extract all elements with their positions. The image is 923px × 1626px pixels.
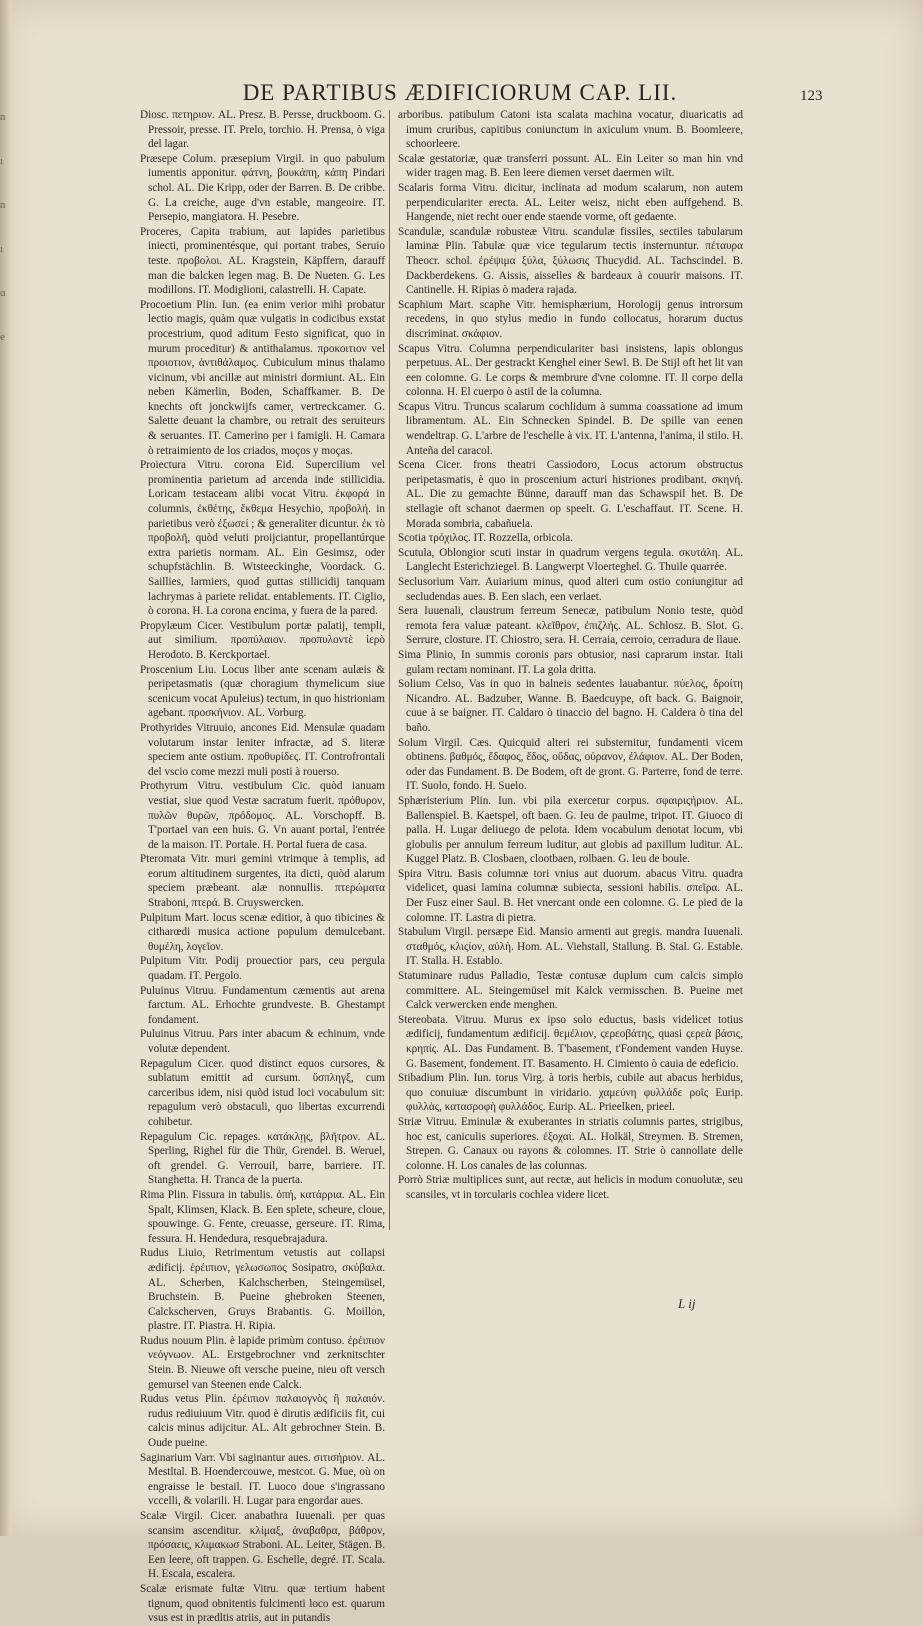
margin-mark: ɑ — [0, 287, 6, 299]
dictionary-entry: Procoetium Plin. Iun. (ea enim verior mihi probatur lectio magis, quàm quæ vulgatis in codicibus exstat procestrium, quod aditum Festo significat, quo in murum proceditur) & antithalamus. προκοιτιον vel προιοτιον, ἀντιθάλαμος. Cubiculum minus thalamo vicinum, vbi ancillæ aut ministri dormiunt. AL. Ein neben Kämerlin, Boden, Schaffkamer. B. De knechts oft jonckwijfs camer, vertreckcamer. G. Salette deuant la chambre, ou retrait des seruiteurs & seruantes. IT. Camerino per i famigli. H. Camara ò retraimiento de los criados, moços y moças. — [140, 298, 385, 457]
dictionary-entry: Scotia τρόχιλος. IT. Rozzella, orbicola. — [398, 532, 573, 545]
dictionary-entry: Puluinus Vitruu. Fundamentum cæmentis aut arena farctum. AL. Erhochte grundveste. B. Ghestampt fondament. — [140, 984, 385, 1026]
dictionary-entry: Prothyrides Vitruuio, ancones Eid. Mensulæ quadam volutarum instar leniter infractæ, ad S. literæ speciem ante ostium. προθυρίδες. IT. Controfrontali del vscio come mezzi muli posti à rouerso. — [140, 721, 385, 778]
dictionary-entry: Propylæum Cicer. Vestibulum portæ palatij, templi, aut similium. προπύλαιον. προπυλοντὲ ἱερὸ Herodoto. B. Kerckportael. — [140, 619, 385, 661]
dictionary-entry: Spira Vitru. Basis columnæ tori vnius aut duorum. abacus Vitru. quadra videlicet, quasi lamina columnæ subiecta, sessioni habilis. σπεῖρα. AL. Der Fusz einer Saul. B. Het vnercant onde een colomne. G. Le pied de la colomne. IT. Lastra di pietra. — [398, 867, 743, 924]
dictionary-entry: Solium Celso, Vas in quo in balneis sedentes lauabantur. πύελος, δροίτη Nicandro. AL. Badzuber, Wanne. B. Baedcuype, oft back. G. Baignoir, cuue à se baigner. IT. Caldaro ò tinaccio del bagno. H. Caldera ò tina del baño. — [398, 678, 743, 734]
margin-mark: n — [0, 199, 6, 211]
margin-mark: ı — [0, 155, 4, 167]
dictionary-entry: Præsepe Colum. præsepium Virgil. in quo pabulum iumentis apponitur. φάτνη, βουκάπη, κάπη Pindari schol. AL. Die Kripp, oder der Barren. B. De cribbe. G. La creiche, auge d'vn estable, mangeoire. IT. Persepio, mangiatora. H. Pesebre. — [140, 152, 385, 224]
dictionary-entry: Proiectura Vitru. corona Eid. Supercilium vel prominentia parietum ad arcenda inde stillicidia. Loricam testaceam alibi vocat Vitru. ἐκφορά in columnis, ἐκθέτης, ἔκθεμα Hesychio, προβολή. in parietibus verò ἐξωσεί ; & generaliter dicuntur. ἐκ τὸ προβολῆ, quòd veluti proijciantur, propellantúrque extra parietis normam. AL. Ein Gesimsz, oder schupfstächlin. B. Wtsteeckinghe, Voordack. G. Saillies, larmiers, quod guttas stillicidij tanquam lachrymas à pariete relidat. entablements. IT. Ciglio, ò corona. H. La corona encima, y fuera de la pared. — [140, 459, 385, 618]
dictionary-entry: Seclusorium Varr. Auiarium minus, quod alteri cum ostio coniungitur ad secludendas aues. B. Een slach, een verlaet. — [398, 576, 743, 603]
dictionary-entry: Pteromata Vitr. muri gemini vtrimque à templis, ad eorum altitudinem surgentes, ita dicti, quòd alarum speciem præbeant. alæ nonnullis. πτερώματα Straboni, πτερά. B. Cruyswercken. — [140, 853, 385, 910]
dictionary-entry: Scapus Vitru. Columna perpendiculariter basi insistens, lapis oblongus perpetuus. AL. Der gestrackt Kenghel einer Sewl. B. De Stijl oft het lit van een colomne. G. Le corps & membrure d'vne colomne. IT. Il corpo della colonna. H. El cuerpo ò astil de la columna. — [398, 342, 743, 399]
margin-mark: n — [0, 111, 6, 123]
dictionary-entry: Rudus Liuio, Retrimentum vetustis aut collapsi ædificij. ἐρέιπιον, γελωσωπος Sosipatro, σκύβαλα. AL. Scherben, Kalchscherben, Steingemüsel, Bruchstein. B. Pueine ghebroken Steenen, Calckscherven, Gruys Brabantis. G. Moillon, plastre. IT. Piastra. H. Ripia. — [140, 1247, 385, 1333]
dictionary-entry: Rudus vetus Plin. ἐρέιπιον παλαιογνὸς ἢ παλαιόν. rudus rediuiuum Vitr. quod è dirutis ædificiis fit, cui calcis minus adijcitur. AL. Alt gebrochner Stein. B. Oude pueine. — [140, 1393, 385, 1450]
dictionary-entry: Diosc. πετηριον. AL. Presz. B. Persse, druckboom. G. Pressoir, presse. IT. Prelo, torchio. H. Prensa, ò viga del lagar. — [140, 109, 385, 151]
dictionary-entry: Solum Virgil. Cæs. Quicquid alteri rei substernitur, fundamenti vicem obtinens. βαθμός, ἕδαφος, ἕδος, οὔδας, οὐρανον, ἐλάφιον. AL. Der Boden, oder das Fundament. B. De Bodem, oft de gront. G. Parterre, fond de terre. IT. Suolo, fondo. H. Suelo. — [398, 736, 743, 793]
dictionary-entry: Scena Cicer. frons theatri Cassiodoro, Locus actorum obstructus peripetasmatis, è quo in proscenium acturi histriones prodibant. σκηνή. AL. Die zu gemachte Bünne, darauff man das Schawspil het. B. De stellagie oft schanot daermen op speelt. G. L'eschaffaut. IT. Scene. H. Morada sombria, cabañuela. — [398, 459, 743, 530]
dictionary-entry: Proceres, Capita trabium, aut lapides parietibus iniecti, prominentésque, qui portant trabes, Seruio teste. προβολοι. AL. Kragstein, Käpffern, darauff man die balcken legen mag. B. De Nueten. G. Les modillons. IT. Modiglioni, calastrelli. H. Capate. — [140, 225, 385, 297]
dictionary-entry: Porrò Striæ multiplices sunt, aut rectæ, aut helicis in modum conuolutæ, seu scansiles, vt in torcularis cochlea videre licet. — [398, 1174, 743, 1201]
dictionary-entry: Repagulum Cicer. quod distinct equos cursores, & sublatum emittit ad cursum. ὕσπληγξ, cum carceribus idem, nisi quòd istud loci vocabulum sit: repagulum verò obstaculi, quo libertas excurrendi cohibetur. — [140, 1057, 385, 1128]
running-title: DE PARTIBUS ÆDIFICIORUM CAP. LII. — [242, 80, 678, 105]
dictionary-entry: Scandulæ, scandulæ robusteæ Vitru. scandulæ fissiles, sectiles tabularum laminæ Plin. Tabulæ quæ vice tegularum tectis insternuntur. πέταυρα Theocr. schol. ἐρέψιμα ξύλα, ξύλωσις Thucydid. AL. Tachscindel. B. Dackberdekens. G. Aissis, aissellеs & bardeaux à couurir maisons. IT. Cantinelle. H. Ripias ò madera rajada. — [398, 225, 743, 297]
margin-mark: ı — [0, 243, 4, 255]
margin-mark: e — [0, 331, 5, 343]
dictionary-entry: Statuminare rudus Palladio, Testæ contusæ duplum cum calcis simplo committere. AL. Steingemüsel mit Kalck vermisschen. B. Pueine met Calck verwercken ende menghen. — [398, 970, 743, 1012]
dictionary-entry: Sera Iuuenali, claustrum ferreum Senecæ, patibulum Nonio teste, quòd remota fera valuæ pateant. κλεῖθρον, ἐπιζλής. AL. Schlosz. B. Slot. G. Serrure, closture. IT. Chiostro, sera. H. Cerraia, cerroio, cerradura de llaue. — [398, 605, 743, 647]
dictionary-entry: Prothyrum Vitru. vestibulum Cic. quòd ianuam vestiat, siue quod Vestæ sacratum fuerit. πρόθυρον, πυλῶν θυρῶν, πρόδομος. AL. Vorschopff. B. T'portael van een huis. G. Vn auant portal, l'entrée de la maison. IT. Portale. H. Portal fuera de casa. — [140, 780, 385, 851]
dictionary-entry: Scalæ Virgil. Cicer. anabathra Iuuenali. per quas scansim ascenditur. κλίμαξ, ἀναβαθρα, βάθρον, πρόσαεις, κλιμακωσ Straboni. AL. Leiter, Stägen. B. Een leere, oft trappen. G. Eschelle, degré. IT. Scala. H. Escala, escalera. — [140, 1510, 385, 1581]
dictionary-entry: Scaphium Mart. scaphe Vitr. hemisphærium, Horologij genus introrsum recedens, in quo stylus medio in fundo collocatus, horarum ductus discriminat. σκάφιον. — [398, 298, 743, 340]
column-rule — [389, 110, 390, 1230]
dictionary-entry: Stabulum Virgil. persæpe Eid. Mansio armenti aut gregis. mandra Iuuenali. σταθμός, κλιςίον, αὐλὴ. Hom. AL. Viehstall, Stallung. B. Stal. G. Estable. IT. Stalla. H. Establo. — [398, 926, 743, 968]
dictionary-entry: Puluinus Vitruu. Pars inter abacum & echinum, vnde volutæ dependent. — [140, 1028, 385, 1055]
dictionary-entry: Rudus nouum Plin. è lapide primùm contuso. ἐρέιπιον νεόγνωον. AL. Erstgebrochner vnd zerknitschter Stein. B. Nieuwe oft versche pueine, nieu oft versch gemursel van Steenen ende Calck. — [140, 1334, 385, 1391]
dictionary-entry: Scapus Vitru. Truncus scalarum cochlidum à summa coassatione ad imum libramentum. AL. Ein Schnecken Spindel. B. De spille van eenen wendeltrap. G. L'arbre de l'eschelle à vix. IT. L'antenna, l'anima, il stilo. H. Anteña del caracol. — [398, 400, 743, 457]
dictionary-entry: Scalæ gestatoriæ, quæ transferri possunt. AL. Ein Leiter so man hin vnd wider tragen mag. B. Een leere diemen verset daermen wilt. — [398, 152, 743, 180]
page-number: 123 — [800, 88, 823, 104]
left-column — [140, 108, 385, 1626]
dictionary-entry: Stibadium Plin. Iun. torus Virg. à toris herbis, cubile aut abacus herbidus, quo conuiuæ discumbunt in viridario. χαμεύνη φυλλάδε ροῖς Eurip. φυλλὰς, κατασροφὴ φυλλάδος. Eurip. AL. Prieelken, prieel. — [398, 1072, 743, 1114]
dictionary-entry: Rima Plin. Fissura in tabulis. ὀπή, κατάρρια. AL. Ein Spalt, Klimsen, Klack. B. Een splete, scheure, cloue, spouwinge. G. Fente, creuasse, gerseure. IT. Rima, fessura. H. Hendedura, resquebrajadura. — [140, 1188, 385, 1245]
dictionary-entry: Proscenium Liu. Locus liber ante scenam aulæis & peripetasmatis (quæ choragium thymelicum siue scenicum vocat Apuleius) tectum, in quo histrioniam agebant. προσκήνιον. AL. Vorburg. — [140, 663, 385, 720]
right-column — [398, 108, 743, 1203]
dictionary-entry: Scutula, Oblongior scuti instar in quadrum vergens tegula. σκυτάλη. AL. Langlecht Esterichziegel. B. Langwerpt Vloerteghel. G. Thuile quarrée. — [398, 546, 743, 574]
dictionary-entry: Scalaris forma Vitru. dicitur, inclinata ad modum scalarum, non autem perpendiculariter erecta. AL. Leiter weisz, nicht eben auffgehend. B. Hangende, niet recht ouer ende staende vorme, oft gedaente. — [398, 181, 743, 224]
dictionary-entry: Saginarium Varr. Vbi saginantur aues. σιτισήριον. AL. Mestltal. B. Hoendercouwe, mestcot. G. Mue, où on engraisse le bestail. IT. Luoco doue s'ingrassano vccelli, & volarili. H. Lugar para engordar aues. — [140, 1451, 385, 1508]
dictionary-entry: Scalæ erismate fultæ Vitru. quæ tertium habent tignum, quod obnitentis fulcimenti loco est. quarum vsus est in prædltis atriis, aut in putandis — [140, 1582, 385, 1625]
dictionary-entry: Sphæristerium Plin. Iun. vbi pila exercetur corpus. σφαιριςήριον. AL. Ballenspiel. B. Kaetspel, oft baen. G. Ieu de paulme, tripot. IT. Giuoco di palla. H. Lugar deliuego de pelota. Idem vocabulum denotat locum, vbi globulis per annulum ferreum luditur, aut globis ad paxillum luditur. AL. Kuggel Platz. B. Closbaen, clootbaen, rolbaen. G. Ieu de boule. — [398, 794, 743, 866]
margin-marks — [0, 110, 12, 374]
dictionary-entry: Sima Plinio, In summis coronis pars obtusior, nasi caprarum instar. Itali gulam rectam nominant. IT. La gola dritta. — [398, 648, 743, 676]
dictionary-entry: Striæ Vitruu. Eminulæ & exuberantes in striatis columnis partes, strigibus, hoc est, caniculis superiores. ἐξοχαί. AL. Holkäl, Streymen. B. Stremen, Strepen. G. Canaux ou rayons & colomnes. IT. Strie ò cannollate delle colonne. H. Los canales de las colunnas. — [398, 1115, 743, 1172]
dictionary-entry: Pulpitum Vitr. Podij prouectior pars, ceu pergula quadam. IT. Pergolo. — [140, 955, 385, 983]
dictionary-entry: Stereobata. Vitruu. Murus ex ipso solo eductus, basis videlicet totius ædificij, fundamentum ædificij. θεμέλιον, ςερεοβάτης, quasi ςερεὰ βάσις, κρηπίς. AL. Das Fundament. B. T'basement, t'Fondement vanden Huyse. G. Basement, fondement. IT. Basamento. H. Cimiento ò cauia de edeficio. — [398, 1013, 743, 1070]
signature-mark: L ij — [678, 1296, 696, 1311]
dictionary-entry: Repagulum Cic. repages. κατάκλῃς, βλῆτρον. AL. Sperling, Righel für die Thür, Grendel. B. Weruel, oft grendel. G. Verrouil, barre, barriere. IT. Stanghetta. H. Tranca de la puerta. — [140, 1130, 385, 1187]
dictionary-entry: arboribus. patibulum Catoni ista scalata machina vocatur, diuaricatis ad imum cruribus, capitibus coniunctum in axiculum vnum. B. Boomleere, schoorleere. — [398, 109, 743, 151]
dictionary-entry: Pulpitum Mart. locus scenæ editior, à quo tibicines & citharœdi musica actione populum demulcebant. θυμέλη, λογεῖον. — [140, 911, 385, 953]
